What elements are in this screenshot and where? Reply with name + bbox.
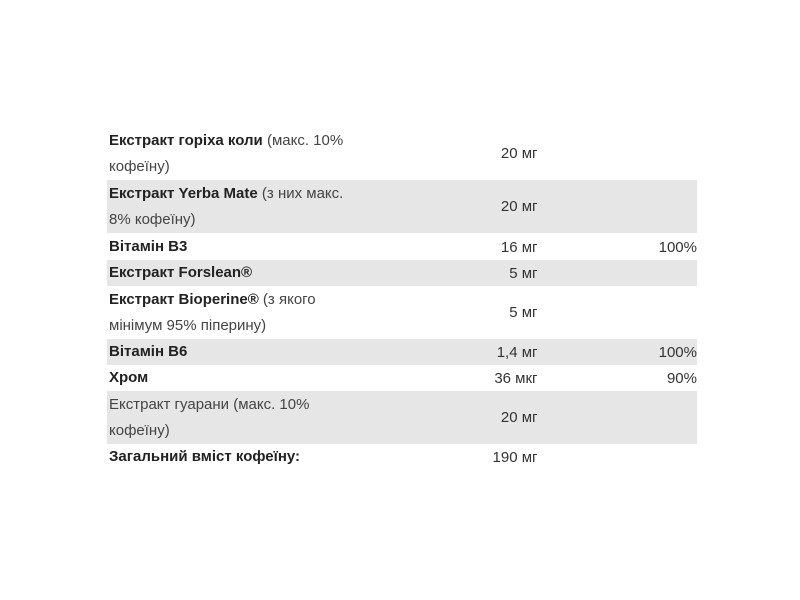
table-row: [107, 234, 697, 261]
total-caffeine-daily-value: [622, 444, 697, 470]
table-row: [107, 365, 697, 391]
ingredient-amount: 20 мг: [363, 180, 622, 234]
table-row: [107, 391, 697, 444]
ingredient-daily-value: [622, 391, 697, 444]
ingredient-daily-value: [622, 127, 697, 180]
ingredient-amount: 5 мг: [509, 304, 538, 321]
ingredient-name-cell: [107, 339, 363, 365]
ingredient-daily-value: 100%: [622, 339, 697, 365]
ingredient-amount: 36 мкг: [494, 369, 538, 387]
ingredient-daily-value: [622, 180, 697, 234]
table-row: [107, 127, 697, 180]
ingredient-name-cell: [107, 234, 363, 261]
ingredient-name: Вітамін B3: [109, 238, 188, 255]
total-row: [107, 444, 697, 470]
ingredient-name: Хром: [109, 369, 149, 386]
ingredient-daily-value: [622, 260, 697, 286]
ingredient-amount: 16 мг: [500, 238, 538, 256]
ingredient-name: Екстракт Bioperine®: [109, 290, 259, 308]
table-row: [107, 180, 697, 234]
ingredient-name-cell: [107, 180, 363, 234]
total-caffeine-label: Загальний вміст кофеїну:: [109, 448, 301, 465]
ingredient-name-cell: [107, 127, 363, 180]
ingredient-note: Екстракт гуарани (макс. 10% кофеїну): [109, 395, 310, 439]
ingredient-amount: 5 мг: [363, 260, 622, 286]
ingredient-name-cell: [107, 286, 363, 339]
ingredient-name-cell: [107, 391, 363, 444]
ingredient-note: (з них макс. 8% кофеїну): [109, 184, 344, 228]
ingredient-daily-value: [622, 286, 697, 339]
ingredient-name: Екстракт Forslean®: [109, 264, 253, 281]
ingredient-name: Вітамін B6: [109, 343, 188, 360]
ingredient-name: Екстракт Yerba Mate: [109, 184, 258, 202]
table-row: [107, 339, 697, 365]
total-caffeine-amount: 190 мг: [492, 448, 538, 466]
nutrition-table: [107, 127, 697, 470]
ingredient-name-cell: [107, 365, 363, 391]
table-row: [107, 260, 697, 286]
ingredient-note: (макс. 10% кофеїну): [109, 131, 344, 175]
ingredient-name: Екстракт горіха коли: [109, 131, 263, 149]
ingredient-amount: 20 мг: [500, 145, 538, 162]
ingredient-amount: 20 мг: [363, 391, 622, 444]
ingredient-amount: 1,4 мг: [363, 339, 622, 365]
ingredient-name-cell: [107, 260, 363, 286]
ingredient-note: (з якого мінімум 95% піперину): [109, 290, 316, 334]
ingredient-daily-value: 90%: [666, 369, 697, 387]
ingredient-daily-value: 100%: [658, 238, 697, 256]
table-row: [107, 286, 697, 339]
